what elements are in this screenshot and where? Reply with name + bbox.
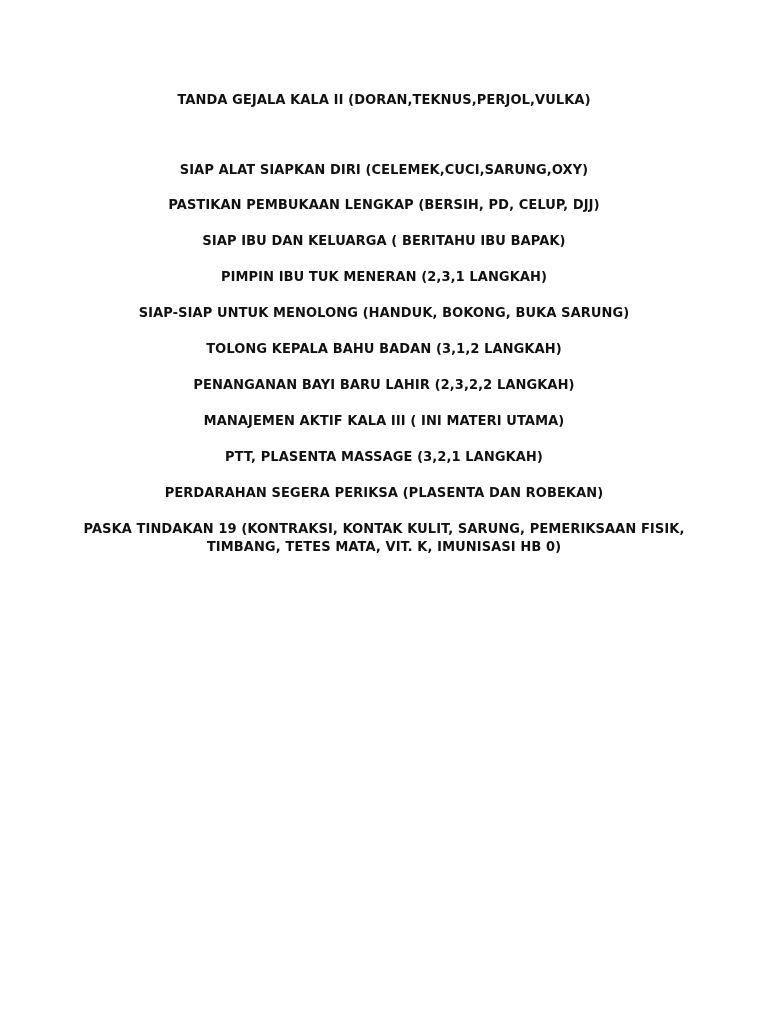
step-line: PERDARAHAN SEGERA PERIKSA (PLASENTA DAN ROBEKAN) xyxy=(164,486,604,501)
step-line: SIAP IBU DAN KELUARGA ( BERITAHU IBU BAPAK) xyxy=(202,234,566,249)
step-line: SIAP ALAT SIAPKAN DIRI (CELEMEK,CUCI,SARUNG,OXY) xyxy=(179,163,589,178)
step-line: PASTIKAN PEMBUKAAN LENGKAP (BERSIH, PD, CELUP, DJJ) xyxy=(168,198,600,213)
document-title: TANDA GEJALA KALA II (DORAN,TEKNUS,PERJOL,VULKA) xyxy=(177,93,591,108)
step-line: MANAJEMEN AKTIF KALA III ( INI MATERI UTAMA) xyxy=(203,414,565,429)
step-line: SIAP-SIAP UNTUK MENOLONG (HANDUK, BOKONG, BUKA SARUNG) xyxy=(138,306,630,321)
step-line: PTT, PLASENTA MASSAGE (3,2,1 LANGKAH) xyxy=(225,450,543,465)
step-line: TOLONG KEPALA BAHU BADAN (3,1,2 LANGKAH) xyxy=(206,342,562,357)
step-line-continued: TIMBANG, TETES MATA, VIT. K, IMUNISASI HB 0) xyxy=(206,540,562,555)
step-line: PASKA TINDAKAN 19 (KONTRAKSI, KONTAK KULIT, SARUNG, PEMERIKSAAN FISIK, xyxy=(83,522,685,537)
step-line: PENANGANAN BAYI BARU LAHIR (2,3,2,2 LANGKAH) xyxy=(193,378,575,393)
step-line: PIMPIN IBU TUK MENERAN (2,3,1 LANGKAH) xyxy=(220,270,548,285)
